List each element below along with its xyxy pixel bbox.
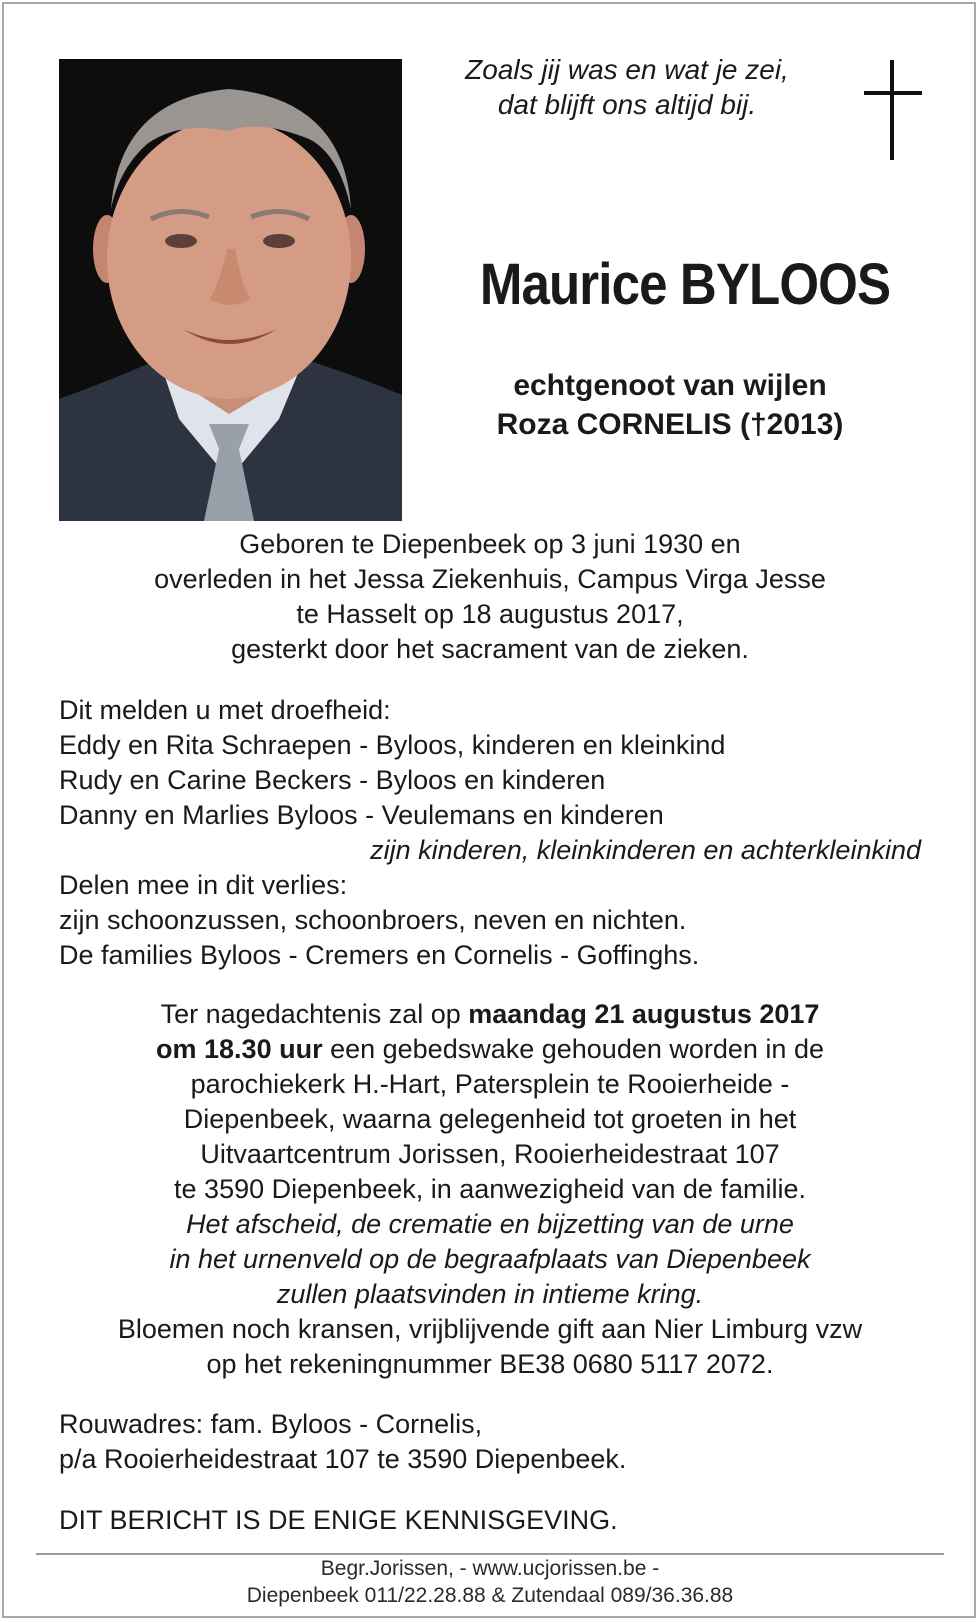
text-fragment: Ter nagedachtenis zal op: [160, 999, 469, 1029]
footer-line: Begr.Jorissen, - www.ucjorissen.be -: [320, 1557, 660, 1580]
time-highlight: om 18.30 uur: [156, 1034, 323, 1064]
ceremony-details: [59, 997, 921, 1382]
family-member: Danny en Marlies Byloos - Veulemans en kinderen: [59, 800, 664, 830]
spouse-info: [420, 366, 920, 444]
share-intro: Delen mee in dit verlies:: [59, 870, 348, 900]
memorial-quote: [418, 52, 836, 122]
spouse-line: Roza CORNELIS (†2013): [496, 408, 844, 441]
family-member: Rudy en Carine Beckers - Byloos en kinderen: [59, 765, 606, 795]
sole-notice: DIT BERICHT IS DE ENIGE KENNISGEVING.: [59, 1505, 618, 1535]
text-line: in het urnenveld op de begraafplaats van Diepenbeek: [169, 1244, 811, 1274]
text-line: op het rekeningnummer BE38 0680 5117 2072.: [206, 1349, 774, 1379]
text-fragment: een gebedswake gehouden worden in de: [322, 1034, 824, 1064]
family-relation: zijn kinderen, kleinkinderen en achterkleinkind: [370, 835, 921, 865]
text-line: Uitvaartcentrum Jorissen, Rooierheidestraat 107: [200, 1139, 780, 1169]
family-intro: Dit melden u met droefheid:: [59, 695, 391, 725]
text-line: parochiekerk H.-Hart, Patersplein te Rooierheide -: [190, 1069, 790, 1099]
date-highlight: maandag 21 augustus 2017: [468, 999, 820, 1029]
text-line: zullen plaatsvinden in intieme kring.: [276, 1279, 704, 1309]
family-announcement: [59, 693, 921, 973]
deceased-name: Maurice BYLOOS: [479, 252, 891, 317]
text-line: Diepenbeek, waarna gelegenheid tot groeten in het: [183, 1104, 797, 1134]
text-line: Geboren te Diepenbeek op 3 juni 1930 en: [239, 529, 741, 559]
text-line: gesterkt door het sacrament van de zieken.: [231, 634, 749, 664]
footer-line: Diepenbeek 011/22.28.88 & Zutendaal 089/36.36.88: [246, 1584, 734, 1607]
quote-line: dat blijft ons altijd bij.: [497, 89, 757, 120]
mourning-address: [59, 1407, 921, 1477]
cross-icon: [864, 60, 922, 160]
text-line: Bloemen noch kransen, vrijblijvende gift aan Nier Limburg vzw: [117, 1314, 863, 1344]
text-line: p/a Rooierheidestraat 107 te 3590 Diepenbeek.: [59, 1444, 627, 1474]
funeral-home-footer: [36, 1555, 944, 1609]
quote-line: Zoals jij was en wat je zei,: [465, 54, 789, 85]
text-line: [59, 1032, 921, 1067]
family-member: Eddy en Rita Schraepen - Byloos, kinderen en kleinkind: [59, 730, 726, 760]
text-line: overleden in het Jessa Ziekenhuis, Campus Virga Jesse: [154, 564, 826, 594]
spouse-line: echtgenoot van wijlen: [513, 369, 827, 402]
text-line: [59, 997, 921, 1032]
text-line: Het afscheid, de crematie en bijzetting van de urne: [186, 1209, 794, 1239]
portrait-photo: [59, 59, 402, 521]
text-line: Rouwadres: fam. Byloos - Cornelis,: [59, 1409, 483, 1439]
text-line: te Hasselt op 18 augustus 2017,: [296, 599, 684, 629]
birth-death-details: [59, 527, 921, 667]
share-line: zijn schoonzussen, schoonbroers, neven en nichten.: [59, 905, 687, 935]
text-line: te 3590 Diepenbeek, in aanwezigheid van de familie.: [174, 1174, 806, 1204]
share-line: De families Byloos - Cremers en Cornelis - Goffinghs.: [59, 940, 700, 970]
